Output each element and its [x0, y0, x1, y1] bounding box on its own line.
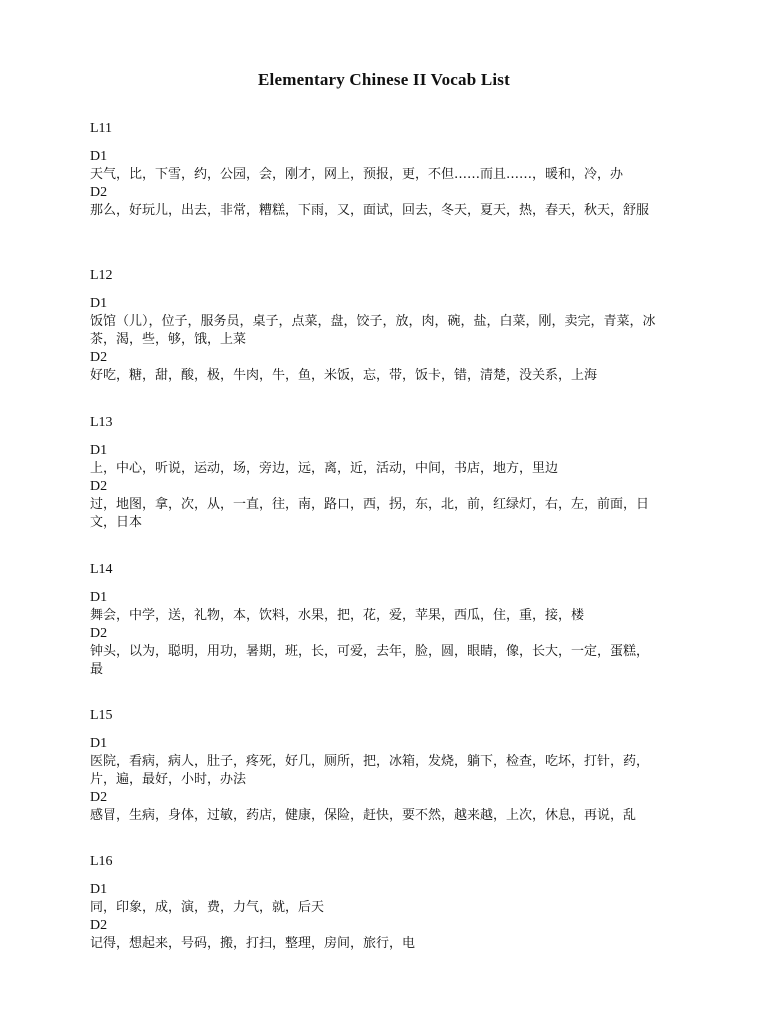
- lesson-label: L15: [90, 708, 113, 723]
- vocab-line: 同，印象，成，演，费，力气，就，后天: [90, 900, 325, 915]
- vocab-line: 好吃，糖，甜，酸，极，牛肉，牛，鱼，米饭，忘，带，饭卡，错，清楚，没关系，上海: [90, 368, 598, 383]
- lesson-section-l12: [90, 267, 680, 385]
- dialogue-label: D2: [90, 350, 108, 365]
- dialogue-label: D2: [90, 185, 108, 200]
- dialogue-label: D2: [90, 626, 108, 641]
- page-title: Elementary Chinese II Vocab List: [258, 70, 510, 89]
- dialogue-label: D2: [90, 479, 108, 494]
- vocab-line: 医院，看病，病人，肚子，疼死，好几，厕所，把，冰箱，发烧，躺下，检查，吃坏，打针，药，片，遍，最好，小时，办法: [90, 754, 650, 787]
- dialogue-label: D2: [90, 790, 108, 805]
- dialogue-label: D1: [90, 882, 108, 897]
- vocab-line: 那么，好玩儿，出去，非常，糟糕，下雨，又，面试，回去，冬天，夏天，热，春天，秋天，舒服: [90, 203, 650, 218]
- dialogue-label: D2: [90, 918, 108, 933]
- vocab-line: 钟头，以为，聪明，用功，暑期，班，长，可爱，去年，脸，圆，眼睛，像，长大，一定，蛋糕，最: [90, 644, 650, 677]
- lesson-section-l11: [90, 120, 680, 220]
- lesson-label: L12: [90, 268, 113, 283]
- vocab-line: 舞会，中学，送，礼物，本，饮料，水果，把，花，爱，苹果，西瓜，住，重，接，楼: [90, 608, 585, 623]
- vocab-line: 上，中心，听说，运动，场，旁边，远，离，近，活动，中间，书店，地方，里边: [90, 461, 559, 476]
- lesson-section-l14: [90, 561, 680, 679]
- dialogue-label: D1: [90, 590, 108, 605]
- lesson-label: L13: [90, 415, 113, 430]
- dialogue-label: D1: [90, 149, 108, 164]
- dialogue-label: D1: [90, 443, 108, 458]
- dialogue-label: D1: [90, 296, 108, 311]
- lesson-label: L16: [90, 854, 113, 869]
- vocab-line: 饭馆（儿），位子，服务员，桌子，点菜，盘，饺子，放，肉，碗，盐，白菜，刚，卖完，青菜，冰茶，渴，些，够，饿，上菜: [90, 314, 656, 347]
- lesson-label: L11: [90, 121, 113, 136]
- lesson-section-l16: [90, 853, 680, 953]
- vocab-line: 过，地图，拿，次，从，一直，往，南，路口，西，拐，东，北，前，红绿灯，右，左，前面，日文，日本: [90, 497, 650, 530]
- lesson-section-l13: [90, 414, 680, 532]
- vocab-line: 天气，比，下雪，约，公园，会，刚才，网上，预报，更，不但……而且……，暖和，冷，办: [90, 167, 624, 182]
- vocab-line: 感冒，生病，身体，过敏，药店，健康，保险，赶快，要不然，越来越，上次，休息，再说，乱: [90, 808, 637, 823]
- lesson-label: L14: [90, 562, 113, 577]
- vocab-line: 记得，想起来，号码，搬，打扫，整理，房间，旅行，电: [90, 936, 416, 951]
- lesson-section-l15: [90, 707, 680, 825]
- dialogue-label: D1: [90, 736, 108, 751]
